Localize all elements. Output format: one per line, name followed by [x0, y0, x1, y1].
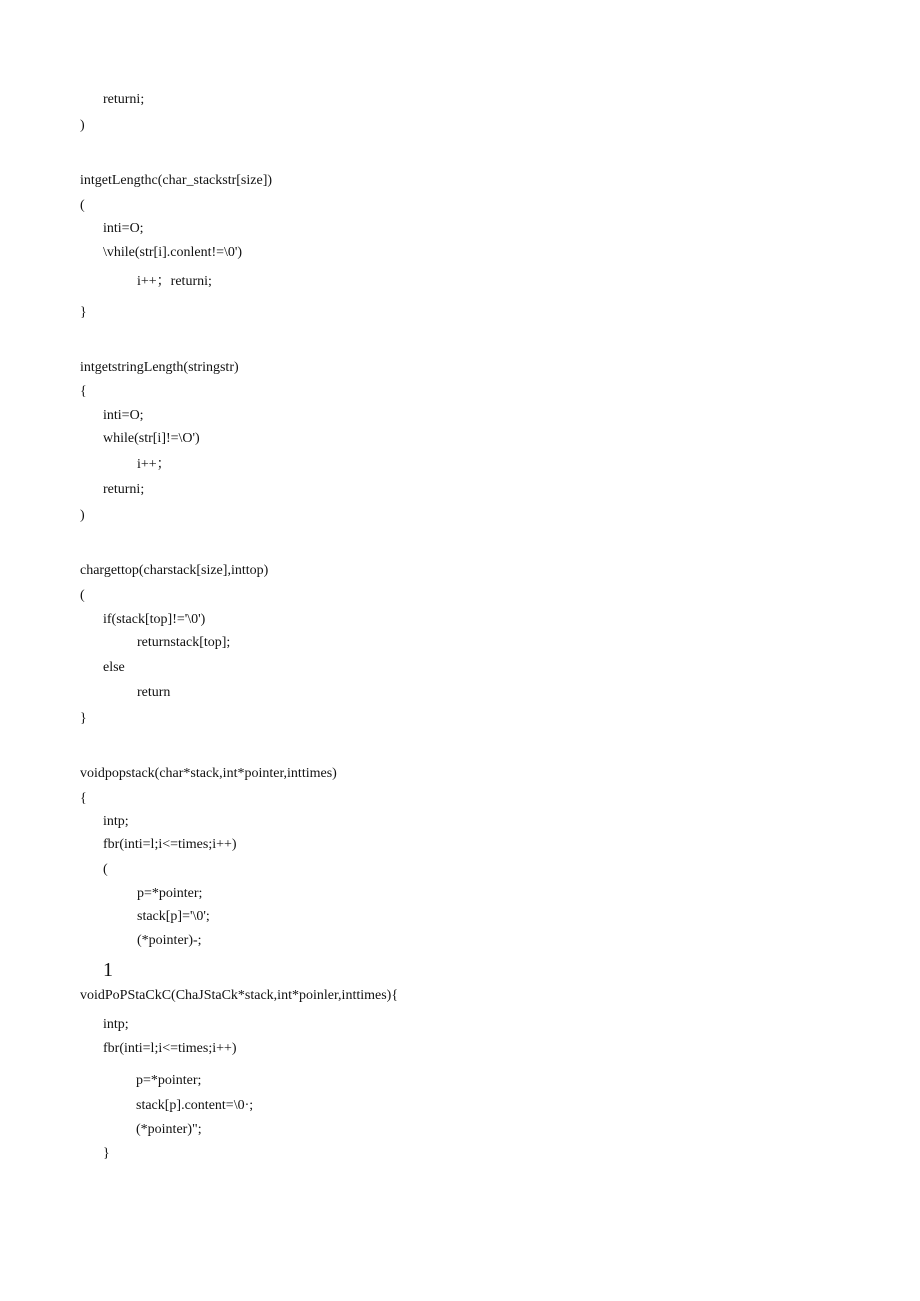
code-line: returni; [103, 92, 145, 107]
code-line: } [80, 711, 87, 726]
code-line: inti=O; [103, 408, 144, 423]
code-line: returnstack[top]; [137, 635, 231, 650]
code-line: else [103, 660, 125, 675]
code-line: p=*pointer; [137, 886, 203, 901]
code-line: } [103, 1146, 110, 1161]
code-line: ( [80, 198, 85, 213]
code-line: i++； [137, 457, 171, 472]
code-line: while(str[i]!=\O') [103, 431, 200, 446]
code-line: p=*pointer; [136, 1073, 202, 1088]
code-line: intp; [103, 1017, 129, 1032]
code-line: \vhile(str[i].conlent!=\0') [103, 245, 243, 260]
code-line: voidpopstack(char*stack,int*pointer,inttimes) [80, 766, 337, 781]
code-line: return [137, 685, 171, 700]
code-line: returni; [103, 482, 145, 497]
code-line: intgetLengthc(char_stackstr[size]) [80, 173, 273, 188]
code-line: ( [80, 588, 85, 603]
code-line: chargettop(charstack[size],inttop) [80, 563, 269, 578]
code-line: stack[p]='\0'; [137, 909, 210, 924]
code-line: stack[p].content=\0·; [136, 1098, 254, 1113]
code-line: (*pointer)-; [137, 933, 202, 948]
code-line: intgetstringLength(stringstr) [80, 360, 239, 375]
code-line: ) [80, 118, 85, 133]
code-line: fbr(inti=l;i<=times;i++) [103, 1041, 237, 1056]
code-line: ( [103, 862, 108, 877]
code-line: (*pointer)"; [136, 1122, 202, 1137]
code-line: intp; [103, 814, 129, 829]
code-line: fbr(inti=l;i<=times;i++) [103, 837, 237, 852]
code-line: i++；returni; [137, 274, 212, 289]
code-line: voidPoPStaCkC(ChaJStaCk*stack,int*poinler,inttimes){ [80, 988, 399, 1003]
code-line: ) [80, 508, 85, 523]
code-line: inti=O; [103, 221, 144, 236]
code-line: { [80, 791, 87, 806]
code-line: 1 [103, 959, 113, 981]
code-line: } [80, 305, 87, 320]
code-line: if(stack[top]!='\0') [103, 612, 206, 627]
code-line: { [80, 384, 87, 399]
